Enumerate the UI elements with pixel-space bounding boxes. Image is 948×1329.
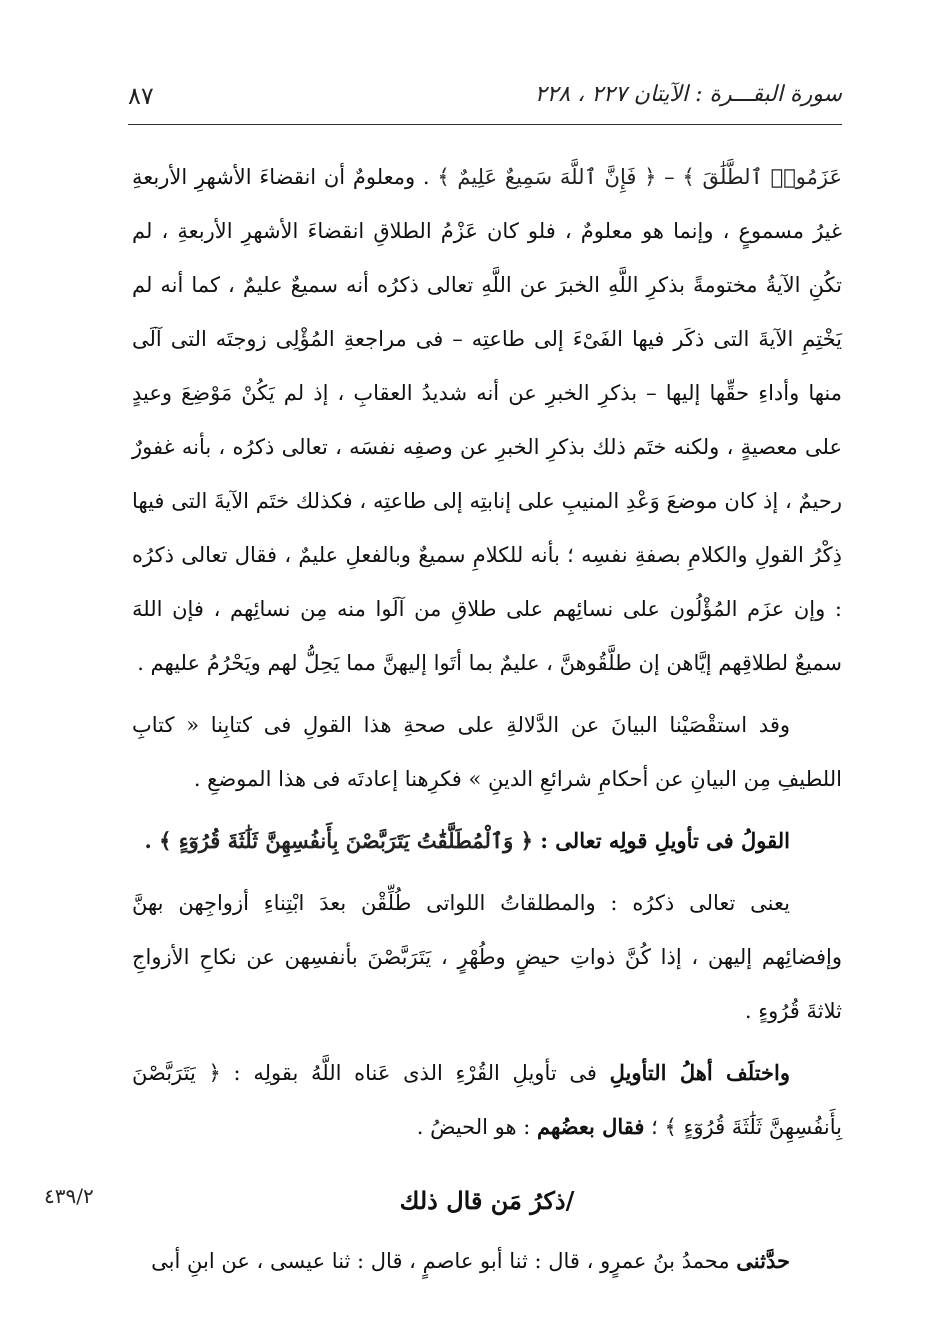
page-body <box>132 150 842 1288</box>
section-heading: /ذكرُ مَن قال ذلك <box>399 1186 575 1215</box>
paragraph-text: محمدُ بنُ عمرٍو ، قال : ثنا أبو عاصمٍ ، قال : ثنا عيسى ، عن ابنِ أبى <box>151 1249 737 1273</box>
paragraph-text: فى تأويلِ القُرْءِ الذى عَناه اللَّهُ بقولِه : ﴿ يَتَرَبَّصْنَ بِأَنفُسِهِنَّ ثَلَٰثَةَ قُرُوٓءٍ ﴾ ؛ <box>132 1061 842 1139</box>
running-header <box>128 82 842 122</box>
quran-quote: عَزَمُوا۟ ٱلطَّلَٰقَ ﴾ – ﴿ فَإِنَّ ٱللَّهَ سَمِيعٌ عَلِيمٌ ﴾ <box>437 165 843 189</box>
paragraph-commentary <box>132 150 842 690</box>
paragraph-verse-heading <box>132 814 842 868</box>
paragraph-disagreement <box>132 1046 842 1154</box>
emphasis-lead: واختلَف أهلُ التأويلِ <box>609 1060 790 1085</box>
margin-reference-note: ٤٣٩/٢ <box>44 1184 94 1208</box>
header-divider <box>128 124 842 125</box>
paragraph-text: يعنى تعالى ذكرُه : والمطلقاتُ اللواتى طُلِّقْن بعدَ ابْتِناءِ أزواجِهن بهنَّ وإفضائِهم إليهن ، إذا كُنَّ ذواتِ حيضٍ وطُهْرٍ ، يَتَرَبَّصْنَ بأنفسِهن عن نكاحِ الأزواجِ ثلاثةَ قُرُوءٍ . <box>132 891 842 1023</box>
paragraph-reference <box>132 698 842 806</box>
page-number: ٨٧ <box>128 82 154 110</box>
quran-quote: ﴿ وَٱلْمُطَلَّقَٰتُ يَتَرَبَّصْنَ بِأَنفُسِهِنَّ ثَلَٰثَةَ قُرُوٓءٍ ﴾ . <box>144 828 541 853</box>
emphasis-lead: فقال بعضُهم <box>537 1114 645 1139</box>
paragraph-text: وقد استقْصَيْنا البيانَ عن الدَّلالةِ على صحةِ هذا القولِ فى كتابِنا « كتابِ اللطيفِ مِن البيانِ عن أحكامِ شرائعِ الدينِ » فكرِهنا إعادتَه فى هذا الموضعِ . <box>132 713 842 791</box>
emphasis-lead: حدَّثنى <box>736 1248 790 1273</box>
paragraph-explanation <box>132 876 842 1038</box>
paragraph-text: . ومعلومٌ أن انقضاءَ الأشهرِ الأربعةِ غيرُ مسموعٍ ، وإنما هو معلومٌ ، فلو كان عَزْمُ الطلاقِ انقضاءَ الأشهرِ الأربعةِ ، لم تكُنِ الآيةُ مختومةً بذكرِ اللَّهِ الخبرَ عن اللَّهِ تعالى ذكرُه أنه سميعٌ عليمٌ ، كما أنه لم يَخْتِمِ الآيةَ التى ذكَر فيها الفَىْءَ إلى طاعتِه – فى مراجعةِ المُؤْلِى زوجتَه التى آلَى منها وأداءِ حقِّها إليها – بذكرِ الخبرِ عن أنه شديدُ العقابِ ، إذ لم يَكُنْ مَوْضِعَ وعيدٍ على معصيةٍ ، ولكنه ختَم ذلك بذكرِ الخبرِ عن وصفِه نفسَه ، تعالى ذكرُه ، بأنه غفورٌ رحيمٌ ، إذ كان موضعَ وَعْدِ المنيبِ على إنابتِه إلى طاعتِه ، فكذلك ختَم الآيةَ التى فيها ذِكْرُ القولِ والكلامِ بصفةِ نفسِه ؛ بأنه للكلامِ سميعٌ وبالفعلِ عليمٌ ، فقال تعالى ذكرُه : وإن عزَم المُؤْلُون على نسائِهم على طلاقِ من آلَوا منه مِن نسائِهم ، فإن اللهَ سميعٌ لطلاقِهم إيَّاهن إن طلَّقُوهنَّ ، عليمٌ بما أتَوا إليهنَّ مما يَحِلُّ لهم ويَحْرُمُ عليهم . <box>132 165 842 675</box>
paragraph-text: : هو الحيضُ . <box>416 1115 537 1139</box>
running-header-title: سورة البقـــرة : الآيتان ٢٢٧ ، ٢٢٨ <box>534 82 842 107</box>
verse-heading-label: القولُ فى تأويلِ قولِه تعالى : <box>540 828 790 853</box>
paragraph-isnad <box>132 1234 842 1288</box>
